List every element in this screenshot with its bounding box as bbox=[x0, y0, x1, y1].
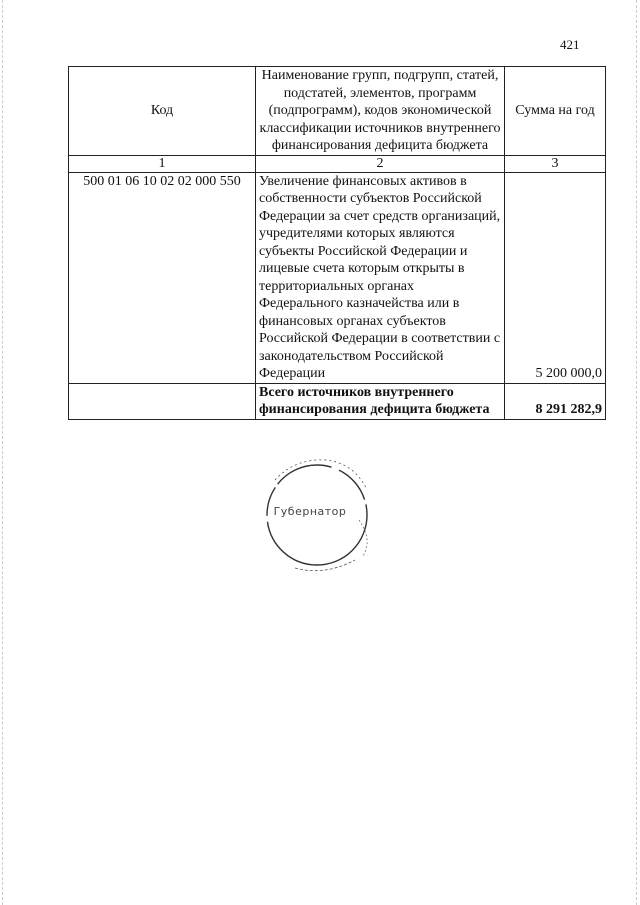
table-row bbox=[69, 172, 606, 383]
column-number-3: 3 bbox=[505, 155, 606, 172]
total-code-empty bbox=[69, 383, 256, 419]
total-row bbox=[69, 383, 606, 419]
page-number: 421 bbox=[560, 37, 580, 52]
row-code: 500 01 06 10 02 02 000 550 bbox=[69, 172, 256, 383]
row-name: Увеличение финансовых активов в собственности субъектов Российской Федерации за счет средств организаций, учредителями которых являются субъекты Российской Федерации и лицевые счета которым открыты в территориальных органах Федерального казначейства или в финансовых органах субъектов Российской Федерации в соответствии с законодательством Российской Федерации bbox=[256, 172, 505, 383]
total-sum: 8 291 282,9 bbox=[505, 383, 606, 419]
header-row bbox=[69, 67, 606, 156]
row-sum: 5 200 000,0 bbox=[505, 172, 606, 383]
total-label: Всего источников внутреннего финансирования дефицита бюджета bbox=[256, 383, 505, 419]
page-edge-right bbox=[636, 0, 638, 905]
column-number-2: 2 bbox=[256, 155, 505, 172]
header-name: Наименование групп, подгрупп, статей, подстатей, элементов, программ (подпрограмм), кодов экономической классификации источников внутреннего финансирования дефицита бюджета bbox=[256, 67, 505, 156]
stamp-text: Губернатор bbox=[273, 505, 347, 518]
header-code: Код bbox=[69, 67, 256, 156]
header-sum: Сумма на год bbox=[505, 67, 606, 156]
column-number-row bbox=[69, 155, 606, 172]
budget-sources-table bbox=[68, 66, 606, 420]
column-number-1: 1 bbox=[69, 155, 256, 172]
page-edge-left bbox=[2, 0, 4, 905]
